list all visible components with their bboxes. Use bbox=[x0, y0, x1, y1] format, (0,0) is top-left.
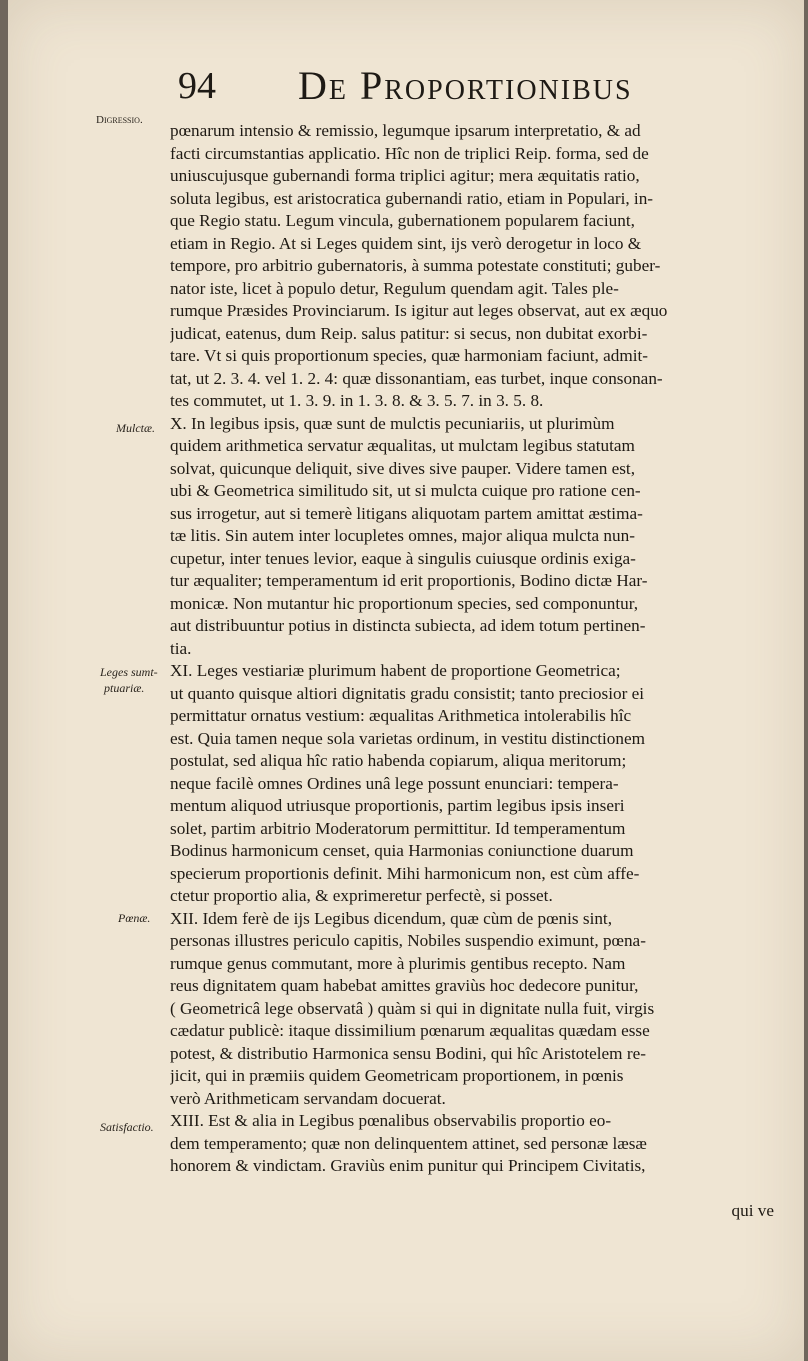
text-line: ( Geometricâ lege observatâ ) quàm si qui in dignitate nulla fuit, virgis bbox=[170, 998, 655, 1018]
text-line: nator iste, licet à populo detur, Regulum quendam agit. Tales ple- bbox=[170, 278, 619, 298]
text-line: pœnarum intensio & remissio, legumque ipsarum interpretatio, & ad bbox=[170, 121, 641, 140]
text-line: tempore, pro arbitrio gubernatoris, à summa potestate constituti; guber- bbox=[170, 256, 661, 275]
text-line: que Regio statu. Legum vincula, gubernationem popularem faciunt, bbox=[170, 211, 635, 230]
margin-note-digressio: Digressio. bbox=[96, 114, 143, 126]
text-line: tat, ut 2. 3. 4. vel 1. 2. 4: quæ dissonantiam, eas turbet, inque consonan- bbox=[170, 368, 663, 388]
text-line: mentum aliquod utriusque proportionis, partim legibus ipsis inseri bbox=[170, 796, 625, 815]
text-line: quidem arithmetica servatur æqualitas, ut mulctam legibus statutam bbox=[170, 436, 635, 455]
text-line: honorem & vindictam. Graviùs enim punitur qui Principem Civitatis, bbox=[170, 1156, 646, 1175]
text-line: tia. bbox=[170, 638, 192, 658]
text-line: facti circumstantias applicatio. Hîc non de triplici Reip. forma, sed de bbox=[170, 143, 649, 163]
book-page bbox=[8, 0, 804, 1361]
text-line bbox=[170, 1178, 774, 1201]
text-line: potest, & distributio Harmonica sensu Bodini, qui hîc Aristotelem re- bbox=[170, 1043, 646, 1063]
text-line: reus dignitatem quam habebat amittes graviùs hoc dedecore punitur, bbox=[170, 976, 639, 995]
text-line: verò Arithmeticam servandam docuerat. bbox=[170, 1088, 446, 1108]
text-line: rumque Præsides Provinciarum. Is igitur aut leges observat, aut ex æquo bbox=[170, 301, 668, 320]
text-line: judicat, eatenus, dum Reip. salus patitur: si secus, non dubitat exorbi- bbox=[170, 323, 648, 343]
text-line: XI. Leges vestiariæ plurimum habent de proportione Geometrica; bbox=[170, 661, 621, 680]
margin-note-satisfactio: Satisfactio. bbox=[100, 1120, 154, 1134]
text-line: ut quanto quisque altiori dignitatis gradu consistit; tanto preciosior ei bbox=[170, 683, 645, 703]
text-line: ctetur proportio alia, & exprimeretur perfectè, si posset. bbox=[170, 886, 553, 905]
text-line: tes commutet, ut 1. 3. 9. in 1. 3. 8. & 3. 5. 7. in 3. 5. 8. bbox=[170, 391, 544, 410]
text-line: tare. Vt si quis proportionum species, quæ harmoniam faciunt, admit- bbox=[170, 346, 648, 365]
text-line: dem temperamento; quæ non delinquentem attinet, sed personæ læsæ bbox=[170, 1133, 647, 1153]
text-line: tur æqualiter; temperamentum id erit proportionis, Bodino dictæ Har- bbox=[170, 571, 648, 590]
margin-note-mulctae: Mulctæ. bbox=[116, 421, 155, 435]
text-line: cupetur, inter tenues levior, eaque à singulis cuiusque ordinis exiga- bbox=[170, 548, 636, 568]
text-line: cædatur publicè: itaque dissimilium pœnarum æqualitas quædam esse bbox=[170, 1021, 650, 1040]
text-line: permittatur ornatus vestium: æqualitas Arithmetica intolerabilis hîc bbox=[170, 706, 632, 725]
text-line: soluta legibus, est aristocratica gubernandi ratio, etiam in Populari, in- bbox=[170, 188, 654, 208]
text-line: tæ litis. Sin autem inter locupletes omnes, major aliqua mulcta nun- bbox=[170, 526, 635, 545]
text-line: neque facilè omnes Ordines unâ lege possunt enunciari: tempera- bbox=[170, 773, 619, 793]
text-line: jicit, qui in præmiis quidem Geometricam proportionem, in pœnis bbox=[170, 1066, 624, 1085]
page-number: 94 bbox=[178, 65, 216, 107]
text-line: XIII. Est & alia in Legibus pœnalibus observabilis proportio eo- bbox=[170, 1111, 612, 1130]
text-line: X. In legibus ipsis, quæ sunt de mulctis pecuniariis, ut plurimùm bbox=[170, 413, 615, 433]
catchword: qui ve bbox=[731, 1201, 774, 1220]
text-line: Bodinus harmonicum censet, quia Harmonias coniunctione duarum bbox=[170, 841, 634, 860]
margin-note-poenae: Pœnæ. bbox=[118, 911, 151, 925]
text-line: solet, partim arbitrio Moderatorum permittitur. Id temperamentum bbox=[170, 818, 626, 838]
text-line: ubi & Geometrica similitudo sit, ut si mulcta cuique pro ratione cen- bbox=[170, 481, 641, 500]
margin-note-leges-sumptuariae-1: Leges sumt- bbox=[100, 665, 158, 679]
running-title: De Proportionibus bbox=[298, 63, 633, 108]
text-line: etiam in Regio. At si Leges quidem sint, ijs verò derogetur in loco & bbox=[170, 233, 642, 253]
text-line: rumque genus commutant, more à plurimis gentibus recepto. Nam bbox=[170, 953, 626, 973]
text-line: est. Quia tamen neque sola varietas ordinum, in vestitu distinctionem bbox=[170, 728, 645, 748]
text-line: aut distribuuntur potius in distincta subiecta, ad idem totum pertinen- bbox=[170, 616, 646, 635]
margin-note-leges-sumptuariae-2: ptuariæ. bbox=[104, 681, 145, 695]
text-line: postulat, sed aliqua hîc ratio habenda copiarum, aliqua meritorum; bbox=[170, 751, 627, 770]
text-line: specierum proportionis definit. Mihi harmonicum non, est cùm affe- bbox=[170, 863, 640, 883]
text-line: personas illustres periculo capitis, Nobiles suspendio eximunt, pœna- bbox=[170, 931, 646, 950]
text-line: uniuscujusque gubernandi forma triplici agitur; mera æquitatis ratio, bbox=[170, 166, 640, 185]
body-text bbox=[170, 120, 774, 1223]
page-header bbox=[168, 60, 768, 108]
text-line: monicæ. Non mutantur hic proportionum species, sed componuntur, bbox=[170, 593, 639, 613]
text-line: XII. Idem ferè de ijs Legibus dicendum, quæ cùm de pœnis sint, bbox=[170, 908, 613, 928]
text-line: sus irrogetur, aut si temerè litigans aliquotam partem amittat æstima- bbox=[170, 503, 643, 523]
text-line: solvat, quicunque deliquit, sive dives sive pauper. Videre tamen est, bbox=[170, 458, 635, 478]
